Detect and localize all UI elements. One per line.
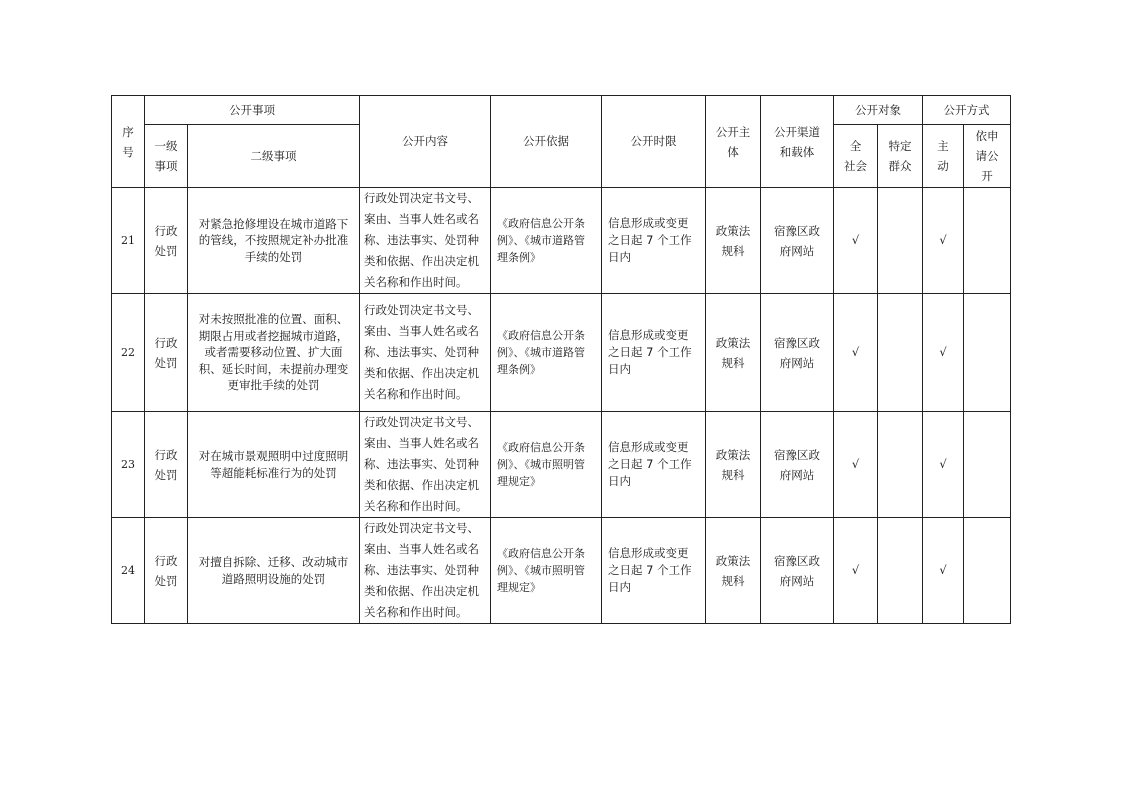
- header-target-specific-line: 群众: [888, 159, 912, 173]
- row-subject: [706, 518, 761, 624]
- header-subject: [706, 96, 761, 188]
- row-level1-line: 处罚: [154, 355, 178, 370]
- header-level2: 二级事项: [188, 125, 360, 188]
- row-target-specific-check: [878, 294, 923, 412]
- table-row: [112, 518, 1011, 624]
- row-level1-line: 行政: [154, 335, 178, 350]
- row-level2: 对紧急抢修埋设在城市道路下的管线，不按照规定补办批准手续的处罚: [188, 188, 360, 294]
- header-items: 公开事项: [145, 96, 360, 125]
- header-target-specific-line: 特定: [888, 139, 912, 153]
- row-target-all-check: √: [834, 294, 878, 412]
- row-subject-line: 政策法: [715, 447, 751, 462]
- row-target-all-check: √: [834, 412, 878, 518]
- header-basis: 公开依据: [491, 96, 602, 188]
- row-subject-line: 政策法: [715, 223, 751, 238]
- row-number: 21: [112, 188, 145, 294]
- row-subject-line: 政策法: [715, 553, 751, 568]
- row-level1-line: 处罚: [154, 573, 178, 588]
- row-level1: [145, 188, 188, 294]
- header-mode-apply-line: 依申: [975, 129, 999, 143]
- row-channel-line: 宿豫区政: [774, 553, 820, 568]
- row-subject-line: 规科: [721, 243, 745, 258]
- header-mode-apply: [964, 125, 1011, 188]
- header-subject-line: 体: [727, 144, 739, 159]
- header-level1: [145, 125, 188, 188]
- row-time-limit: 信息形成或变更之日起 7 个工作日内: [602, 294, 706, 412]
- row-basis: 《政府信息公开条例》、《城市照明管理规定》: [491, 518, 602, 624]
- row-time-limit: 信息形成或变更之日起 7 个工作日内: [602, 188, 706, 294]
- row-subject-line: 规科: [721, 355, 745, 370]
- row-target-specific-check: [878, 518, 923, 624]
- header-seq-char: 号: [122, 144, 134, 159]
- header-mode-active-line: 主: [937, 139, 949, 153]
- header-subject-line: 公开主: [715, 124, 751, 139]
- row-content: 行政处罚决定书文号、案由、当事人姓名或名称、违法事实、处罚种类和依据、作出决定机关名称和作出时间。: [360, 412, 491, 518]
- row-mode-active-check: √: [923, 188, 964, 294]
- row-time-limit: 信息形成或变更之日起 7 个工作日内: [602, 518, 706, 624]
- header-mode-apply-line: 开: [981, 169, 993, 183]
- row-channel: [761, 518, 834, 624]
- row-target-all-check: √: [834, 188, 878, 294]
- row-time-limit: 信息形成或变更之日起 7 个工作日内: [602, 412, 706, 518]
- row-channel: [761, 412, 834, 518]
- row-channel-line: 府网站: [779, 355, 815, 370]
- row-level1: [145, 518, 188, 624]
- header-row-top: [112, 96, 1011, 125]
- row-content: 行政处罚决定书文号、案由、当事人姓名或名称、违法事实、处罚种类和依据、作出决定机关名称和作出时间。: [360, 188, 491, 294]
- header-mode-active: [923, 125, 964, 188]
- header-level1-line: 一级: [154, 139, 178, 153]
- row-channel-line: 府网站: [779, 467, 815, 482]
- header-target-all-line: 社会: [844, 159, 867, 173]
- row-mode-active-check: √: [923, 294, 964, 412]
- header-mode-active-line: 动: [937, 159, 949, 173]
- row-level1-line: 处罚: [154, 243, 178, 258]
- header-seq: [112, 96, 145, 188]
- row-level2: 对未按照批准的位置、面积、期限占用或者挖掘城市道路，或者需要移动位置、扩大面积、延长时间，未提前办理变更审批手续的处罚: [188, 294, 360, 412]
- row-content: 行政处罚决定书文号、案由、当事人姓名或名称、违法事实、处罚种类和依据、作出决定机关名称和作出时间。: [360, 518, 491, 624]
- row-subject-line: 政策法: [715, 335, 751, 350]
- header-target-all: [834, 125, 878, 188]
- row-level1-line: 行政: [154, 447, 178, 462]
- table-row: [112, 188, 1011, 294]
- row-target-all-check: √: [834, 518, 878, 624]
- row-channel-line: 宿豫区政: [774, 335, 820, 350]
- row-mode-apply-check: [964, 188, 1011, 294]
- row-channel-line: 府网站: [779, 573, 815, 588]
- row-level2: 对擅自拆除、迁移、改动城市道路照明设施的处罚: [188, 518, 360, 624]
- row-level1-line: 处罚: [154, 467, 178, 482]
- row-mode-apply-check: [964, 294, 1011, 412]
- header-target-specific: [878, 125, 923, 188]
- row-channel-line: 宿豫区政: [774, 223, 820, 238]
- table-row: [112, 294, 1011, 412]
- row-subject-line: 规科: [721, 573, 745, 588]
- table-row: [112, 412, 1011, 518]
- row-number: 23: [112, 412, 145, 518]
- row-level1: [145, 412, 188, 518]
- row-target-specific-check: [878, 412, 923, 518]
- row-subject: [706, 412, 761, 518]
- row-level1-line: 行政: [154, 223, 178, 238]
- row-level1-line: 行政: [154, 553, 178, 568]
- row-subject-line: 规科: [721, 467, 745, 482]
- row-target-specific-check: [878, 188, 923, 294]
- row-subject: [706, 294, 761, 412]
- row-content: 行政处罚决定书文号、案由、当事人姓名或名称、违法事实、处罚种类和依据、作出决定机关名称和作出时间。: [360, 294, 491, 412]
- header-channel: [761, 96, 834, 188]
- row-mode-apply-check: [964, 518, 1011, 624]
- row-mode-active-check: √: [923, 518, 964, 624]
- row-number: 22: [112, 294, 145, 412]
- row-basis: 《政府信息公开条例》、《城市道路管理条例》: [491, 188, 602, 294]
- row-level2: 对在城市景观照明中过度照明等超能耗标准行为的处罚: [188, 412, 360, 518]
- header-channel-line: 和载体: [779, 144, 815, 159]
- row-level1: [145, 294, 188, 412]
- header-mode: 公开方式: [923, 96, 1011, 125]
- row-basis: 《政府信息公开条例》、《城市道路管理条例》: [491, 294, 602, 412]
- header-channel-line: 公开渠道: [774, 124, 820, 139]
- row-channel: [761, 188, 834, 294]
- row-channel-line: 府网站: [779, 243, 815, 258]
- header-mode-apply-line: 请公: [975, 149, 999, 163]
- row-channel: [761, 294, 834, 412]
- header-level1-line: 事项: [154, 159, 178, 173]
- row-channel-line: 宿豫区政: [774, 447, 820, 462]
- row-mode-apply-check: [964, 412, 1011, 518]
- row-mode-active-check: √: [923, 412, 964, 518]
- disclosure-table: [111, 95, 1011, 624]
- row-subject: [706, 188, 761, 294]
- header-time-limit: 公开时限: [602, 96, 706, 188]
- header-content: 公开内容: [360, 96, 491, 188]
- header-target-all-line: 全: [849, 139, 862, 153]
- header-seq-char: 序: [122, 124, 134, 139]
- row-number: 24: [112, 518, 145, 624]
- header-target: 公开对象: [834, 96, 923, 125]
- row-basis: 《政府信息公开条例》、《城市照明管理规定》: [491, 412, 602, 518]
